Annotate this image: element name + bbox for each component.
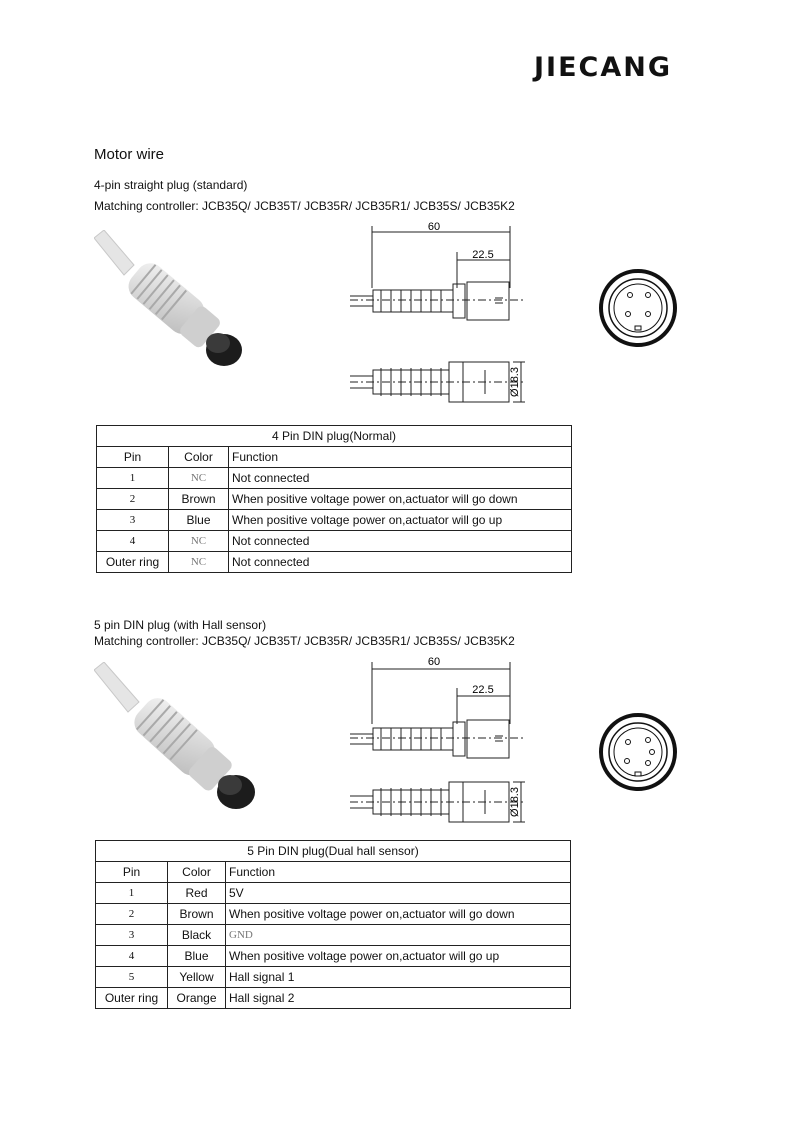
color-cell: NC — [169, 552, 229, 573]
section2-subtitle: 5 pin DIN plug (with Hall sensor) — [94, 618, 267, 632]
function-cell: Not connected — [229, 552, 572, 573]
table-row — [97, 510, 572, 531]
plug-drawing-4pin — [345, 218, 535, 413]
pin-cell: 2 — [96, 904, 168, 925]
pin-cell: 3 — [96, 925, 168, 946]
table-row — [97, 489, 572, 510]
plug-photo-5pin — [94, 662, 266, 817]
table-title: 4 Pin DIN plug(Normal) — [97, 426, 572, 447]
table-row — [97, 531, 572, 552]
color-cell: Blue — [168, 946, 226, 967]
pin-cell: Outer ring — [97, 552, 169, 573]
pin-face-4pin-icon — [598, 268, 678, 348]
table-row — [97, 552, 572, 573]
col-pin: Pin — [97, 447, 169, 468]
plug-photo-4pin — [94, 230, 254, 375]
table-row — [96, 925, 571, 946]
color-cell: Blue — [169, 510, 229, 531]
dim-length: 60 — [427, 221, 441, 233]
color-cell: Orange — [168, 988, 226, 1009]
table-row — [96, 883, 571, 904]
brand-logo: JIECANG — [534, 52, 673, 83]
function-cell: Hall signal 2 — [226, 988, 571, 1009]
col-function: Function — [226, 862, 571, 883]
col-pin: Pin — [96, 862, 168, 883]
function-cell: GND — [226, 925, 571, 946]
dim-head: 22.5 — [472, 684, 494, 696]
color-cell: Brown — [169, 489, 229, 510]
function-cell: Not connected — [229, 468, 572, 489]
color-cell: NC — [169, 468, 229, 489]
section1-controller: Matching controller: JCB35Q/ JCB35T/ JCB35R/ JCB35R1/ JCB35S/ JCB35K2 — [94, 199, 515, 213]
dim-diameter: Ø18.3 — [509, 787, 521, 817]
pin-cell: Outer ring — [96, 988, 168, 1009]
pin-cell: 3 — [97, 510, 169, 531]
section2-controller: Matching controller: JCB35Q/ JCB35T/ JCB35R/ JCB35R1/ JCB35S/ JCB35K2 — [94, 634, 515, 648]
function-cell: 5V — [226, 883, 571, 904]
table-row — [96, 967, 571, 988]
function-cell: When positive voltage power on,actuator will go down — [229, 489, 572, 510]
color-cell: Yellow — [168, 967, 226, 988]
function-cell: Not connected — [229, 531, 572, 552]
function-cell: When positive voltage power on,actuator will go down — [226, 904, 571, 925]
plug-drawing-5pin — [345, 652, 535, 847]
function-cell: When positive voltage power on,actuator will go up — [226, 946, 571, 967]
pin-face-5pin-icon — [598, 712, 678, 792]
dim-head: 22.5 — [472, 249, 494, 261]
pin-cell: 1 — [96, 883, 168, 904]
pin-table-4pin — [96, 425, 572, 573]
table-row — [96, 946, 571, 967]
function-cell: Hall signal 1 — [226, 967, 571, 988]
section1-subtitle: 4-pin straight plug (standard) — [94, 178, 248, 192]
function-cell: When positive voltage power on,actuator will go up — [229, 510, 572, 531]
table-row — [96, 988, 571, 1009]
pin-cell: 1 — [97, 468, 169, 489]
col-color: Color — [169, 447, 229, 468]
table-title: 5 Pin DIN plug(Dual hall sensor) — [96, 841, 571, 862]
dim-diameter: Ø18.3 — [509, 367, 521, 397]
color-cell: Red — [168, 883, 226, 904]
col-color: Color — [168, 862, 226, 883]
color-cell: Black — [168, 925, 226, 946]
pin-cell: 5 — [96, 967, 168, 988]
color-cell: Brown — [168, 904, 226, 925]
color-cell: NC — [169, 531, 229, 552]
table-row — [97, 468, 572, 489]
table-row — [96, 904, 571, 925]
pin-table-5pin — [95, 840, 571, 1009]
pin-cell: 4 — [97, 531, 169, 552]
pin-cell: 2 — [97, 489, 169, 510]
pin-cell: 4 — [96, 946, 168, 967]
page-title: Motor wire — [94, 146, 165, 163]
dim-length: 60 — [427, 656, 441, 668]
col-function: Function — [229, 447, 572, 468]
